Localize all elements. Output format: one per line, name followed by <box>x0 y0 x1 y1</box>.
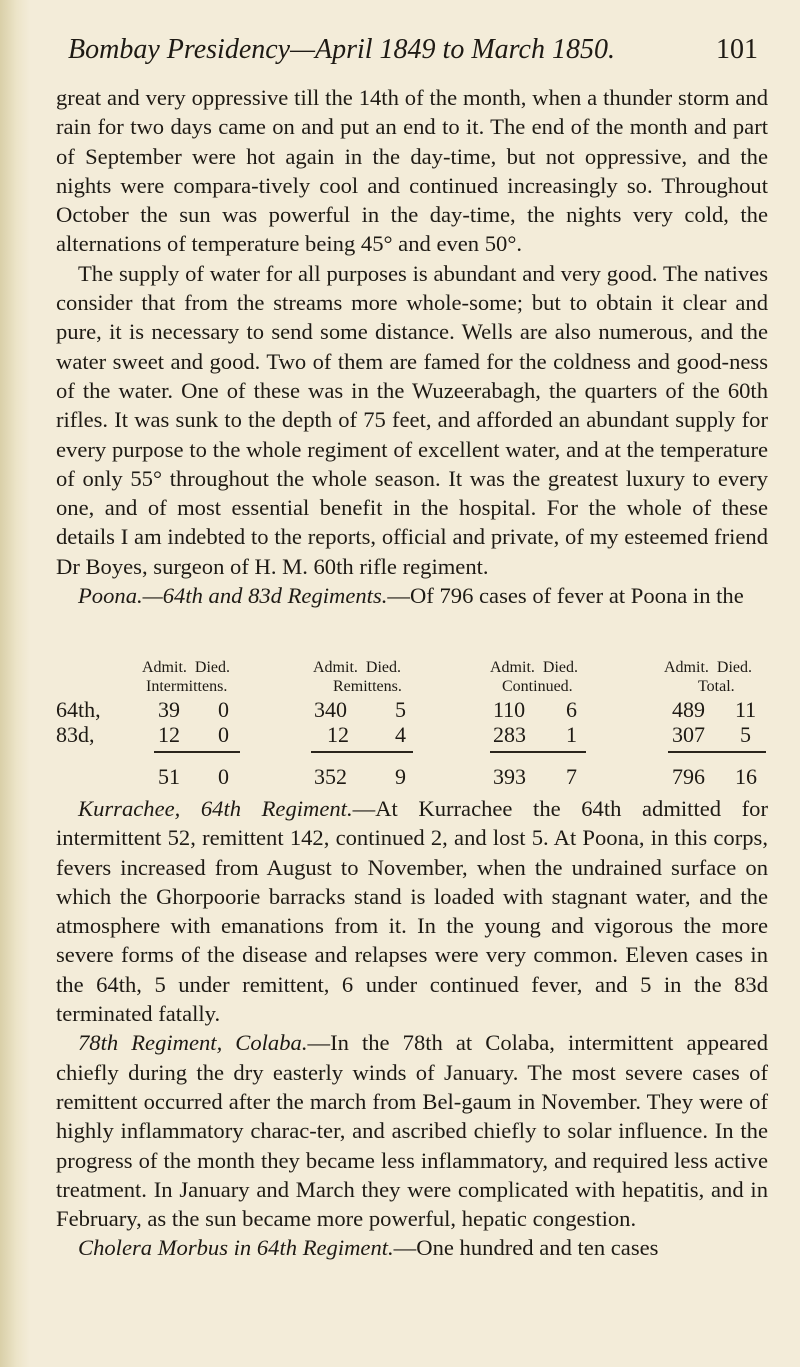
paragraph-cholera <box>56 1233 768 1262</box>
hdr-label-remittens: Remittens. <box>333 678 402 695</box>
kurrachee-text: —At Kurrachee the 64th admitted for intermittent 52, remittent 142, continued 2, and lost 5. At Poona, in this corps, fevers increased from August to November, when the undrained surface on which the Ghorpoorie barracks stand is loaded with stagnant water, and the atmosphere with emanations from it. In the young and vigorous the more severe forms of the disease and relapses were very common. Eleven cases in the 64th, 5 under remittent, 6 under continued fever, and 5 in the 83d terminated fatally. <box>56 796 769 1027</box>
hdr-cols-continued: Admit. Died. <box>490 659 578 676</box>
row-64th-intermittens-died: 0 <box>218 697 229 722</box>
page-edge-shadow <box>0 0 30 1367</box>
cholera-heading: Cholera Morbus in 64th Regiment. <box>78 1235 394 1261</box>
row-83d-label: 83d, <box>56 722 95 747</box>
total-continued-died: 7 <box>566 764 577 789</box>
running-title: Bombay Presidency—April 1849 to March 1850. <box>68 34 615 65</box>
total-remittens-admit: 352 <box>314 764 347 789</box>
rule-continued <box>490 751 586 753</box>
row-83d-total-died: 5 <box>740 722 751 747</box>
kurrachee-heading: Kurrachee, 64th Regiment. <box>78 796 353 821</box>
hdr-label-continued: Continued. <box>502 678 573 695</box>
rule-remittens <box>311 751 413 753</box>
row-64th-total-admit: 489 <box>672 697 705 722</box>
cholera-text: —One hundred and ten cases <box>393 1235 659 1261</box>
row-64th-total-died: 11 <box>735 697 757 722</box>
total-intermittens-died: 0 <box>218 764 229 789</box>
running-header <box>68 28 758 76</box>
total-remittens-died: 9 <box>395 764 406 789</box>
paragraph-colaba <box>56 1028 768 1233</box>
row-83d-total-admit: 307 <box>672 722 705 747</box>
body-text-lower <box>56 794 768 1263</box>
row-64th-remittens-died: 5 <box>395 697 406 722</box>
paragraph-water-supply: The supply of water for all purposes is abundant and very good. The natives consider that from the streams more whole-some; but to obtain it clear and pure, it is necessary to send some distance. Wells are also numerous, and the water sweet and good. Two of them are famed for the coldness and good-ness of the water. One of these was in the Wuzeerabagh, the quarters of the 60th rifles. It was sunk to the depth of 75 feet, and afforded an abundant supply for every purpose to the whole regiment of excellent water, and at the temperature of only 55° throughout the whole season. It was the greatest luxury to every one, and of most essential benefit in the hospital. For the whole of these details I am indebted to the reports, official and private, of my esteemed friend Dr Boyes, surgeon of H. M. 60th rifle regiment. <box>56 260 768 579</box>
row-83d-remittens-admit: 12 <box>327 722 349 747</box>
paragraph-kurrachee <box>56 794 768 1028</box>
row-64th-remittens-admit: 340 <box>314 697 347 722</box>
row-83d-continued-died: 1 <box>566 722 577 747</box>
hdr-cols-intermittens: Admit. Died. <box>142 659 230 676</box>
hdr-label-total: Total. <box>698 678 735 695</box>
total-total-died: 16 <box>735 764 757 789</box>
row-64th-intermittens-admit: 39 <box>158 697 180 722</box>
hdr-label-intermittens: Intermittens. <box>146 678 228 695</box>
total-total-admit: 796 <box>672 764 705 789</box>
table-header-intermittens <box>142 658 230 696</box>
row-64th-continued-admit: 110 <box>493 697 526 722</box>
poona-text: —Of 796 cases of fever at Poona in the <box>387 583 744 609</box>
page-number: 101 <box>716 34 758 65</box>
colaba-text: —In the 78th at Colaba, intermittent appeared chiefly during the dry easterly winds of January. The most severe cases of remittent occurred after the march from Bel-gaum in November. They were of highly inflammatory charac-ter, and ascribed chiefly to solar influence. In the progress of the month they became less inflammatory, and required less active treatment. In January and March they were complicated with hepatitis, and in February, as the sun became more powerful, hepatic congestion. <box>56 1030 769 1232</box>
fever-cases-table <box>56 658 768 776</box>
total-intermittens-admit: 51 <box>158 764 180 789</box>
hdr-cols-remittens: Admit. Died. <box>313 659 401 676</box>
row-83d-remittens-died: 4 <box>395 722 406 747</box>
table-header-remittens <box>313 658 402 696</box>
row-64th-label: 64th, <box>56 697 101 722</box>
rule-intermittens <box>154 751 240 753</box>
hdr-cols-total: Admit. Died. <box>664 659 752 676</box>
paragraph-weather: great and very oppressive till the 14th of the month, when a thunder storm and rain for two days came on and put an end to it. The end of the month and part of September were hot again in the day-time, but not oppressive, and the nights were compara-tively cool and continued increasingly so. Throughout October the sun was powerful in the day-time, the nights very cold, the alternations of temperature being 45° and even 50°. <box>56 85 768 257</box>
row-83d-intermittens-died: 0 <box>218 722 229 747</box>
fever-cases-totals <box>56 764 768 790</box>
row-83d-intermittens-admit: 12 <box>158 722 180 747</box>
table-header-continued <box>490 658 578 696</box>
body-text-upper <box>56 83 768 610</box>
rule-total <box>668 751 766 753</box>
row-64th-continued-died: 6 <box>566 697 577 722</box>
row-83d-continued-admit: 283 <box>493 722 526 747</box>
colaba-heading: 78th Regiment, Colaba. <box>78 1030 308 1056</box>
total-continued-admit: 393 <box>493 764 526 789</box>
poona-heading: Poona.—64th and 83d Regiments. <box>78 583 388 609</box>
paragraph-poona <box>56 581 768 610</box>
table-header-total <box>664 658 752 696</box>
